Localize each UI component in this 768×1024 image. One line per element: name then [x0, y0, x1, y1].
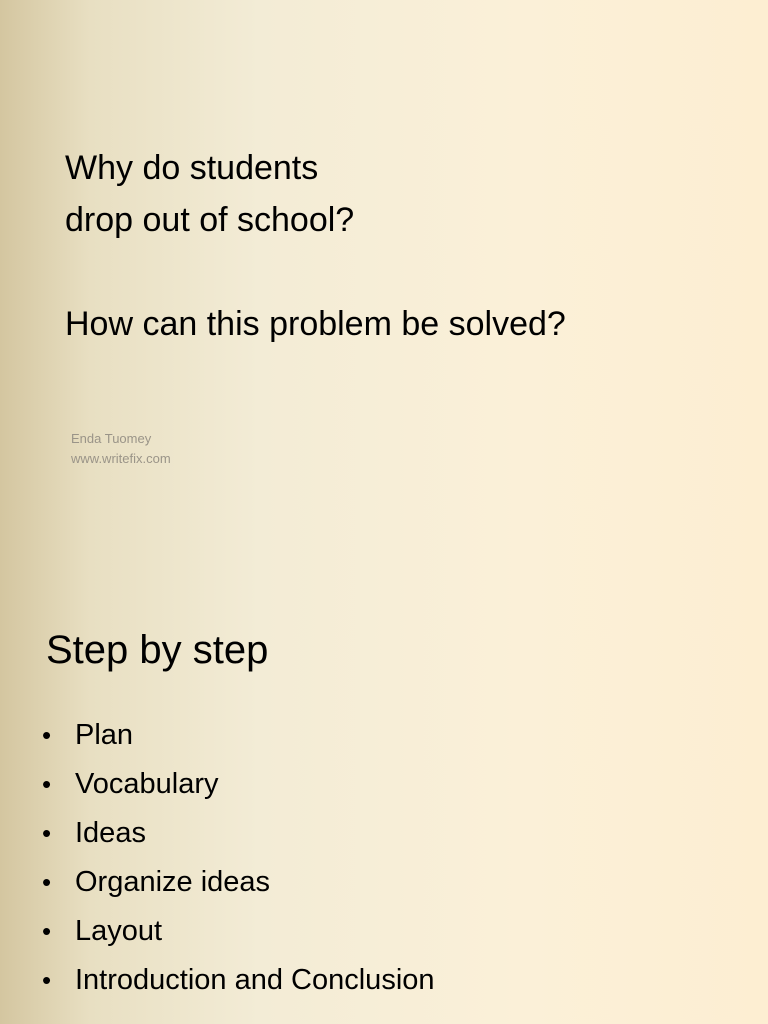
list-item — [42, 907, 435, 956]
bullet-icon: • — [42, 916, 52, 946]
question-line-1: Why do students — [65, 149, 319, 187]
list-item-label: Vocabulary — [75, 768, 219, 800]
bullet-icon: • — [42, 818, 52, 848]
slide-title: Step by step — [46, 628, 269, 672]
author-name: Enda Tuomey — [71, 431, 152, 446]
question-line-2: drop out of school? — [65, 201, 355, 239]
author-credit — [71, 429, 171, 469]
slide-step-by-step — [0, 512, 768, 1024]
list-item — [42, 858, 435, 907]
list-item — [42, 956, 435, 1005]
list-item — [42, 711, 435, 760]
list-item — [42, 809, 435, 858]
list-item-label: Plan — [75, 719, 134, 751]
bullet-icon: • — [42, 769, 52, 799]
bullet-icon: • — [42, 965, 52, 995]
list-item-label: Layout — [75, 915, 163, 947]
question-text-block — [65, 142, 725, 350]
list-item — [42, 760, 435, 809]
question-line-3: How can this problem be solved? — [65, 305, 566, 343]
author-website: www.writefix.com — [71, 451, 171, 466]
question-spacer — [65, 246, 725, 298]
list-item-label: Introduction and Conclusion — [75, 964, 435, 996]
bullet-icon: • — [42, 867, 52, 897]
step-list — [42, 711, 435, 1005]
bullet-icon: • — [42, 720, 52, 750]
list-item-label: Ideas — [75, 817, 146, 849]
list-item-label: Organize ideas — [75, 866, 271, 898]
